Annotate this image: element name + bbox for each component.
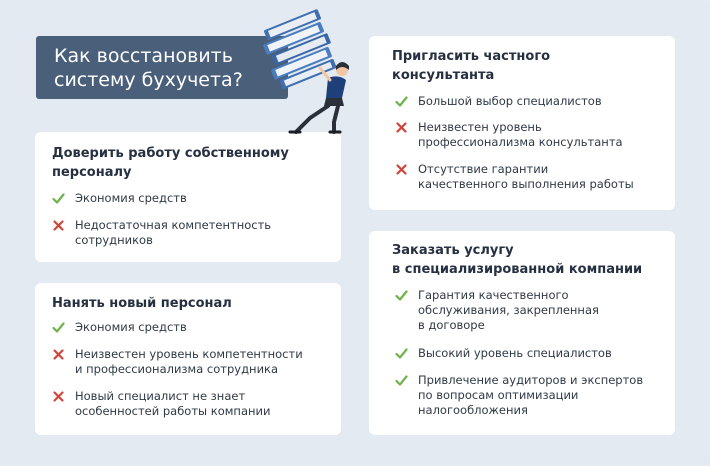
list-item: Недостаточная компетентность сотрудников [52,218,271,248]
list-item: Экономия средств [52,320,187,335]
list-item: Новый специалист не знает особенностей работы компании [52,389,270,419]
check-icon [52,192,65,205]
card-specialized-company [369,231,675,435]
list-item: Привлечение аудиторов и экспертов по вопросам оптимизации налогообложения [395,373,643,418]
cross-icon [52,390,65,403]
check-icon [395,347,408,360]
card-own-staff [35,132,341,262]
list-item: Высокий уровень специалистов [395,346,612,361]
card-title: Пригласить частного консультанта [392,49,551,83]
cross-icon [395,121,408,134]
card-title: Нанять новый персонал [52,296,232,311]
list-item: Большой выбор специалистов [395,94,602,109]
list-item: Неизвестен уровень компетентности и профессионализма сотрудника [52,347,303,377]
page-title: Как восстановить систему бухучета? [36,36,288,99]
check-icon [52,321,65,334]
card-title: Доверить работу собственному персоналу [52,146,289,180]
check-icon [395,95,408,108]
cross-icon [52,219,65,232]
card-private-consultant [369,36,675,210]
card-new-staff [35,283,341,435]
cross-icon [52,348,65,361]
cross-icon [395,163,408,176]
list-item: Экономия средств [52,191,187,206]
list-item: Гарантия качественного обслуживания, закрепленная в договоре [395,288,599,333]
list-item: Отсутствие гарантии качественного выполнения работы [395,162,634,192]
card-title: Заказать услугу в специализированной компании [392,243,643,277]
person-carrying-binders-icon [250,6,362,134]
check-icon [395,374,408,387]
check-icon [395,289,408,302]
list-item: Неизвестен уровень профессионализма консультанта [395,120,623,150]
